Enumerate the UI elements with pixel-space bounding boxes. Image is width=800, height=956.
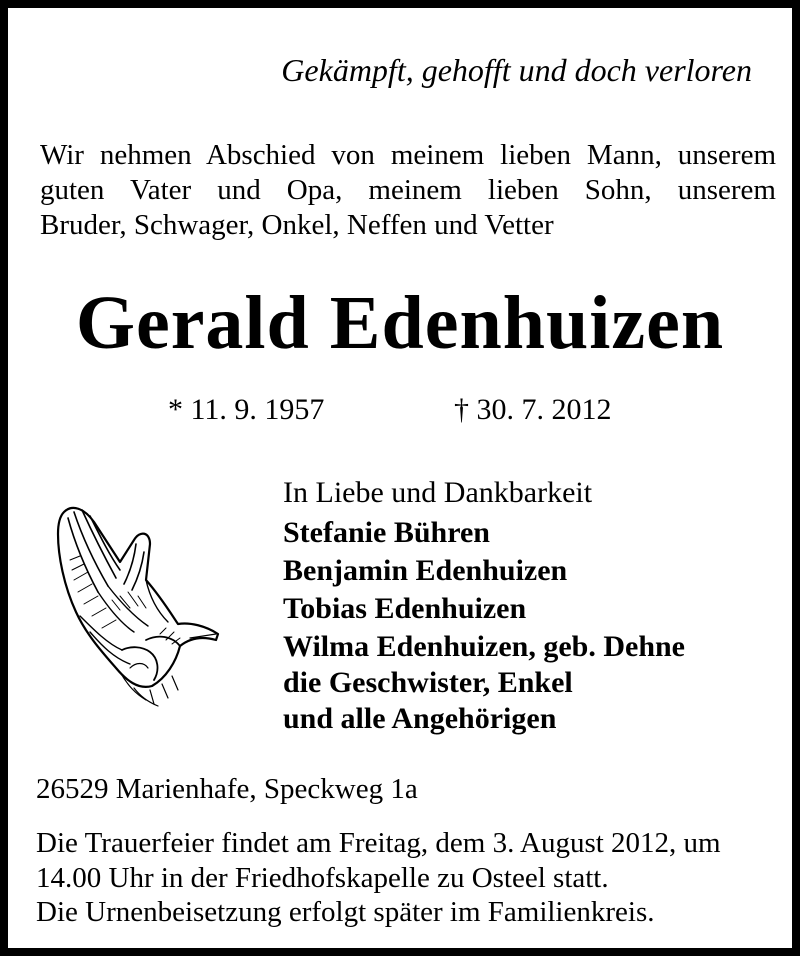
service-line-3: Die Urnenbeisetzung erfolgt später im Familienkreis. <box>36 896 655 928</box>
intro-line-2: guten Vater und Opa, meinem lieben Sohn, unserem <box>40 174 776 206</box>
mourner-4: Wilma Edenhuizen, geb. Dehne <box>283 630 685 663</box>
mourner-6: und alle Angehörigen <box>283 702 557 735</box>
service-line-1: Die Trauerfeier findet am Freitag, dem 3. August 2012, um <box>36 827 721 859</box>
intro-line-3: Bruder, Schwager, Onkel, Neffen und Vetter <box>40 209 554 241</box>
death-date: † 30. 7. 2012 <box>454 393 612 426</box>
address: 26529 Marienhafe, Speckweg 1a <box>36 773 418 805</box>
praying-hands-icon <box>50 500 226 708</box>
deceased-name: Gerald Edenhuizen <box>75 281 725 365</box>
motto: Gekämpft, gehofft und doch verloren <box>281 52 752 88</box>
mourner-2: Benjamin Edenhuizen <box>283 554 568 587</box>
mourner-1: Stefanie Bühren <box>283 516 490 549</box>
birth-date: * 11. 9. 1957 <box>168 393 325 426</box>
mourner-3: Tobias Edenhuizen <box>283 592 527 625</box>
intro-line-1: Wir nehmen Abschied von meinem lieben Mann, unserem <box>40 139 776 171</box>
service-line-2: 14.00 Uhr in der Friedhofskapelle zu Osteel statt. <box>36 862 609 894</box>
love-line: In Liebe und Dankbarkeit <box>283 476 593 509</box>
mourner-5: die Geschwister, Enkel <box>283 666 573 699</box>
